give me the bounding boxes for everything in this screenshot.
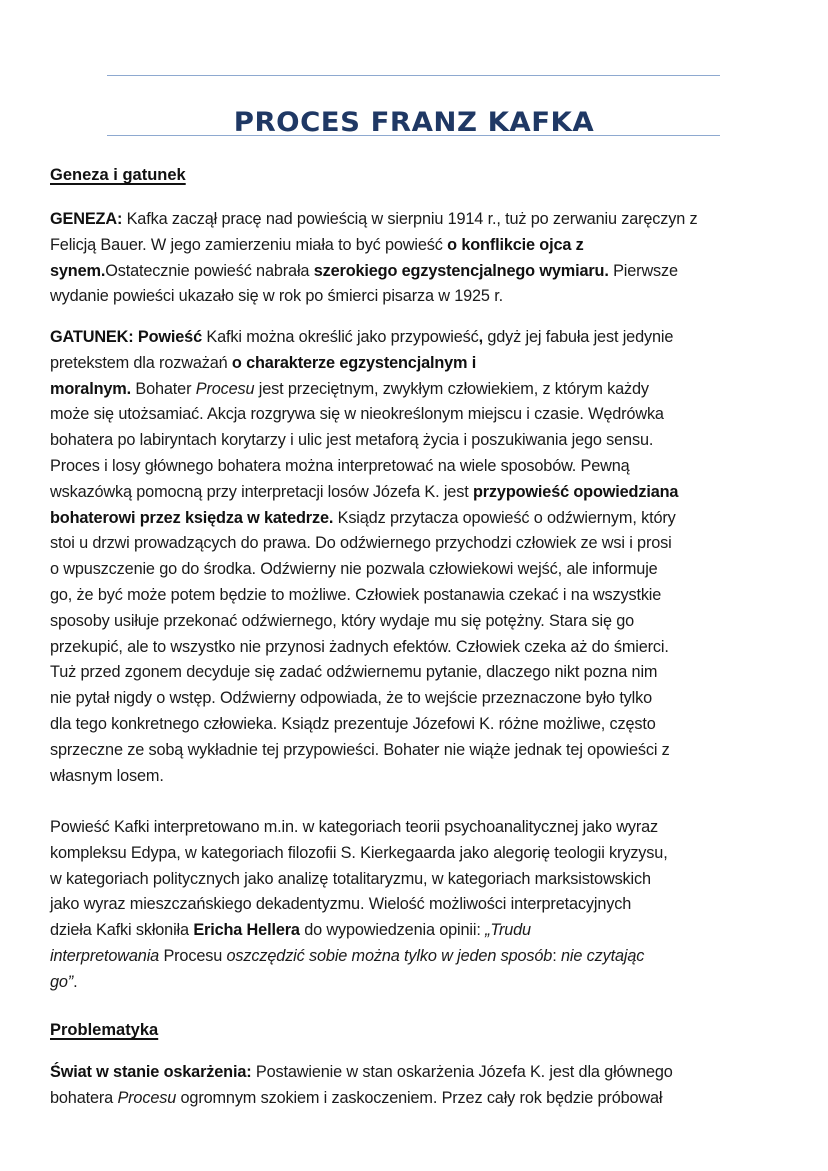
bold-text: Ericha Hellera bbox=[193, 921, 300, 940]
bold-text: Świat w stanie oskarżenia: bbox=[50, 1063, 252, 1081]
italic-text: „Trudu bbox=[485, 921, 531, 940]
italic-text: oszczędzić sobie można tylko w jeden sposób bbox=[226, 946, 553, 965]
section-heading-geneza-i-gatunek: Geneza i gatunek bbox=[50, 166, 186, 184]
bold-text: przypowieść opowiedziana bbox=[472, 482, 679, 501]
title-top-rule bbox=[107, 75, 720, 76]
italic-text: interpretowania bbox=[50, 946, 160, 965]
bold-text: GENEZA: bbox=[50, 210, 123, 228]
italic-text: go” bbox=[50, 972, 74, 991]
bold-text: GATUNEK: Powieść bbox=[50, 328, 202, 346]
paragraph-gatunek: GATUNEK: Powieść Kafki można określić jako przypowieść, gdyż jej fabuła jest jedynie pretekstem dla rozważań o charakterze egzystencjalnym i moralnym. Bohater Procesu jest przeciętnym, zwykłym człowiekiem, z którym każdy może się utożsamiać. Akcja rozgrywa się w nieokreślonym miejscu i czasie. Wędrówka bohatera po labiryntach korytarzy i ulic jest metaforą życia i poszukiwania jego sensu. Proces i losy głównego bohatera można interpretować na wiele sposobów. Pewną wskazówką pomocną przy interpretacji losów Józefa K. jest przypowieść opowiedziana bohaterowi przez księdza w katedrze. Ksiądz przytacza opowieść o odźwiernym, który stoi u drzwi prowadzących do prawa. Do odźwiernego przychodzi człowiek ze wsi i prosi o wpuszczenie go do środka. Odźwierny nie pozwala człowiekowi wejść, ale informuje go, że być może potem będzie to możliwe. Człowiek postanawia czekać i na wszystkie sposoby usiłuje przekonać odźwiernego, który wydaje mu się potężny. Stara się go przekupić, ale to wszystko nie przynosi żadnych efektów. Człowiek czeka aż do śmierci. Tuż przed zgonem decyduje się zadać odźwiernemu pytanie, dlaczego nikt pozna nim nie pytał nigdy o wstęp. Odźwierny odpowiada, że to wejście przeznaczone było tylko dla tego konkretnego człowieka. Ksiądz prezentuje Józefowi K. różne możliwe, często sprzeczne ze sobą wykładnie tej przypowieści. Bohater nie wiąże jednak tej opowieści z własnym losem. bbox=[50, 328, 679, 785]
bold-text: o charakterze egzystencjalnym i bbox=[231, 353, 477, 372]
bold-text: synem. bbox=[50, 261, 106, 280]
italic-text: Procesu bbox=[117, 1088, 177, 1107]
paragraph-interpretacje: Powieść Kafki interpretowano m.in. w kategoriach teorii psychoanalitycznej jako wyraz kompleksu Edypa, w kategoriach filozofii S. Kierkegaarda jako alegorię teologii kryzysu, w kategoriach politycznych jako analizę totalitaryzmu, w kategoriach marksistowskich jako wyraz mieszczańskiego dekadentyzmu. Wielość możliwości interpretacyjnych dzieła Kafki skłoniła Ericha Hellera do wypowiedzenia opinii: „Trudu interpretowania Procesu oszczędzić sobie można tylko w jeden sposób: nie czytając go”. bbox=[50, 818, 668, 991]
paragraph-swiat-w-stanie-oskarzenia: Świat w stanie oskarżenia: Postawienie w stan oskarżenia Józefa K. jest dla głównego bohatera Procesu ogromnym szokiem i zaskoczeniem. Przez cały rok będzie próbował bbox=[50, 1063, 673, 1107]
document-title: PROCES FRANZ KAFKA bbox=[233, 107, 595, 139]
title-bottom-rule bbox=[107, 135, 720, 136]
section-heading-problematyka: Problematyka bbox=[50, 1021, 159, 1039]
bold-text: szerokiego egzystencjalnego wymiaru. bbox=[313, 261, 609, 280]
bold-text: , bbox=[478, 328, 483, 346]
bold-text: bohaterowi przez księdza w katedrze. bbox=[50, 508, 334, 527]
bold-text: o konflikcie ojca z bbox=[447, 235, 584, 254]
bold-text: moralnym. bbox=[50, 379, 131, 398]
italic-text: Procesu bbox=[195, 379, 255, 398]
paragraph-geneza: GENEZA: Kafka zaczął pracę nad powieścią w sierpniu 1914 r., tuż po zerwaniu zaręczyn z Felicją Bauer. W jego zamierzeniu miała to być powieść o konflikcie ojca z synem.Ostatecznie powieść nabrała szerokiego egzystencjalnego wymiaru. Pierwsze wydanie powieści ukazało się w rok po śmierci pisarza w 1925 r. bbox=[50, 210, 698, 306]
italic-text: nie czytając bbox=[560, 946, 645, 965]
